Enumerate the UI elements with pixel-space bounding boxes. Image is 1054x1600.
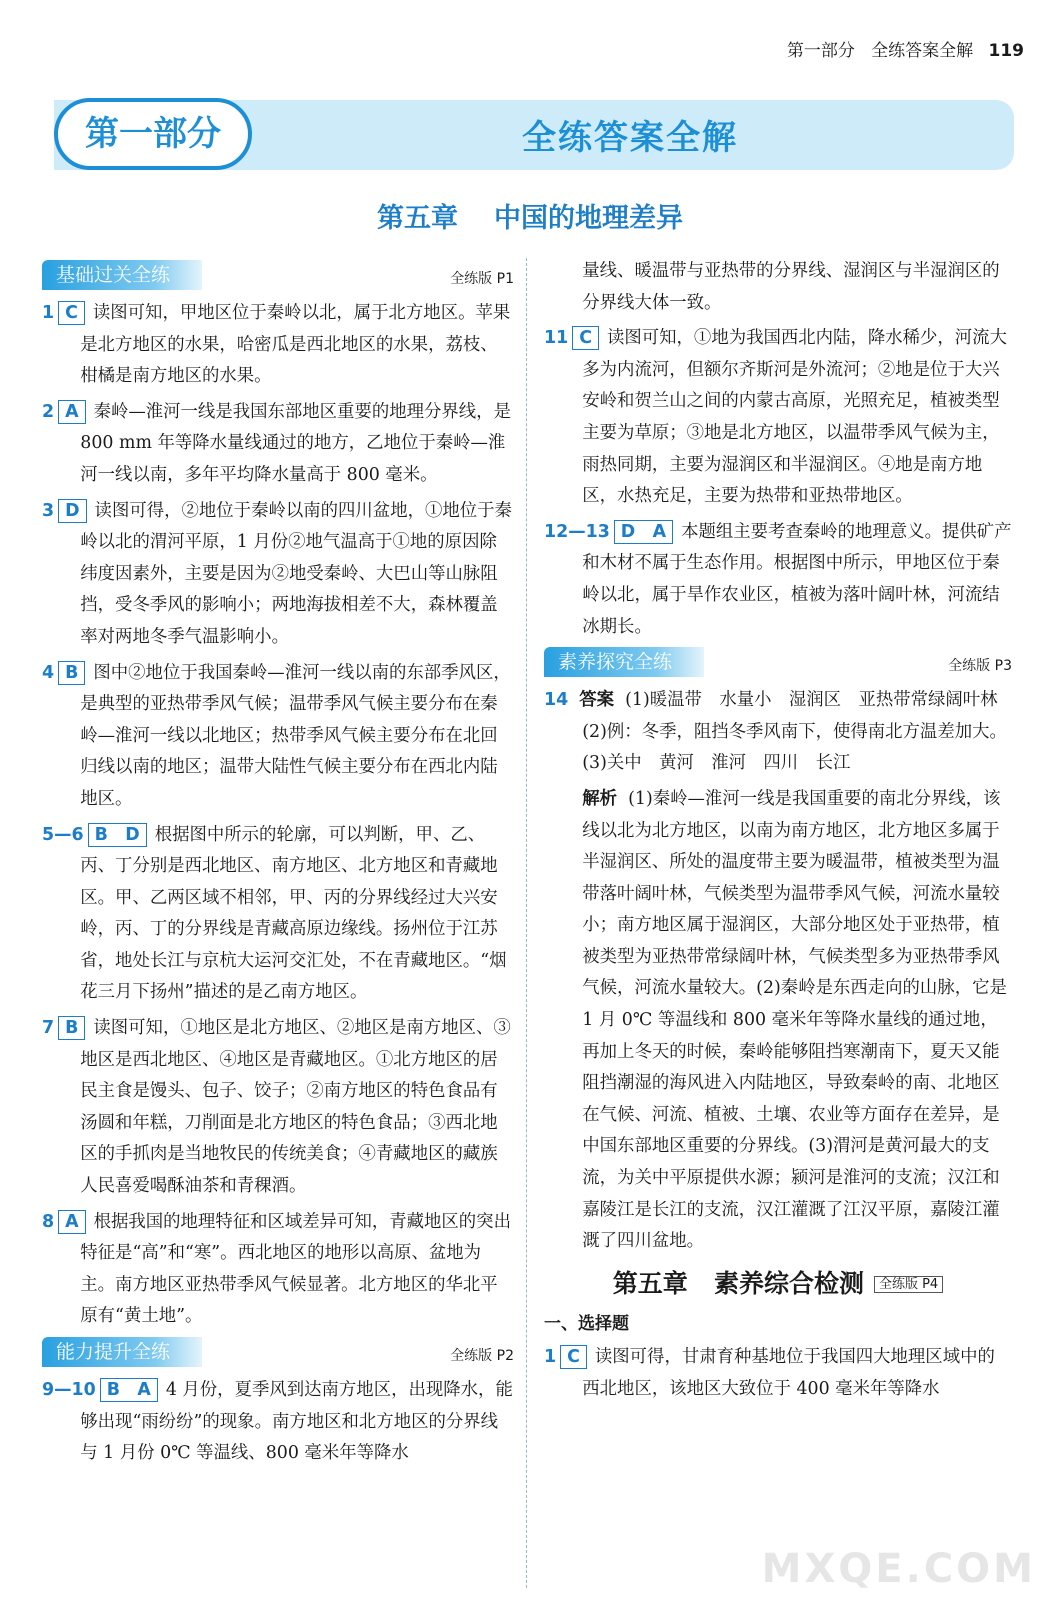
header-title: 全练答案全解 (871, 41, 974, 61)
banner-title: 全练答案全解 (522, 118, 738, 158)
answer-text: 读图可得，②地位于秦岭以南的四川盆地，①地位于秦岭以北的渭河平原，1 月份②地气温高于①地的原因除纬度因素外，主要是因为②地受秦岭、大巴山等山脉阻挡，受冬季风的影响小；两地海拔相差不大，森林覆盖率对两地冬季气温影响小。 (80, 500, 512, 647)
answer-item (42, 298, 514, 393)
answer-item (544, 685, 1016, 780)
question-number: 4 (42, 662, 55, 683)
question-number: 9—10 (42, 1380, 96, 1400)
answer-text: 根据图中所示的轮廓，可以判断，甲、乙、丙、丁分别是西北地区、南方地区、北方地区和青藏地区。甲、乙两区域不相邻，甲、丙的分界线经过大兴安岭，丙、丁的分界线是青藏高原边缘线。扬州位于江苏省，地处长江与京杭大运河交汇处，不在青藏地区。“烟花三月下扬州”描述的是乙南方地区。 (80, 824, 507, 1003)
answer-text: 根据我国的地理特征和区域差异可知，青藏地区的突出特征是“高”和“寒”。西北地区的地形以高原、盆地为主。南方地区亚热带季风气候显著。北方地区的华北平原有“黄土地”。 (80, 1211, 511, 1327)
answer-box: A (58, 1210, 85, 1234)
question-number: 1 (42, 303, 55, 323)
question-number: 12—13 (544, 521, 610, 542)
answer-box: C (572, 326, 599, 350)
answer-text: 秦岭—淮河一线是我国东部地区重要的地理分界线，是 800 mm 年等降水量线通过的地方，乙地位于秦岭—淮河一线以南，多年平均降水量高于 800 毫米。 (80, 401, 511, 485)
section-ref: 全练版 P3 (948, 658, 1012, 675)
question-number: 5—6 (42, 824, 84, 845)
part-heading: 一、选择题 (544, 1313, 629, 1334)
answer-box: B A (100, 1378, 158, 1402)
section-label: 基础过关全练 (42, 260, 202, 290)
answer-box: A (58, 400, 85, 424)
answer-text: (1)暖温带 水量小 湿润区 亚热带常绿阔叶林 (2)例：冬季，阻挡冬季风南下，使得南北方温差加大。 (3)关中 黄河 淮河 四川 长江 (582, 690, 1016, 774)
right-column (544, 256, 1016, 1409)
chapter2-number: 第五章 (612, 1268, 688, 1298)
answer-item (42, 820, 514, 1010)
answer-box: D (58, 499, 86, 523)
chapter2-ref: 全练版 P4 (874, 1276, 943, 1293)
chapter-test-heading (544, 1268, 1012, 1301)
answer-item (42, 496, 514, 654)
question-number: 1 (544, 1347, 557, 1368)
answer-box: C (58, 301, 85, 325)
answer-label: 答案 (579, 690, 615, 711)
answer-text: 读图可知，甲地区位于秦岭以北，属于北方地区。苹果是北方地区的水果，哈密瓜是西北地区的水果，荔枝、柑橘是南方地区的水果。 (80, 303, 511, 387)
page-number: 119 (988, 41, 1024, 61)
question-number: 14 (544, 690, 569, 711)
answer-box: D A (614, 520, 673, 544)
question-number: 3 (42, 500, 55, 521)
running-header (787, 36, 1024, 61)
header-part: 第一部分 (786, 41, 855, 61)
answer-item (42, 1375, 514, 1470)
question-number: 7 (42, 1018, 55, 1039)
answer-item (42, 1207, 514, 1333)
column-divider (526, 258, 528, 1588)
answer-box: B (58, 661, 85, 685)
answer-box: C (560, 1345, 587, 1369)
part-pill: 第一部分 (54, 98, 252, 170)
chapter-heading (250, 196, 810, 235)
answer-text: 读图可知，①地区是北方地区、②地区是南方地区、③地区是西北地区、④地区是青藏地区。①北方地区的居民主食是馒头、包子、饺子；②南方地区的特色食品有汤圆和年糕，刀削面是北方地区的特色食品；③西北地区的手抓肉是当地牧民的传统美食；④青藏地区的藏族人民喜爱喝酥油茶和青稞酒。 (80, 1018, 511, 1197)
answer-text: 读图可知，①地为我国西北内陆，降水稀少，河流大多为内流河，但额尔齐斯河是外流河；②地是位于大兴安岭和贺兰山之间的内蒙古高原，光照充足，植被类型主要为草原；③地是北方地区，以温带季风气候为主，雨热同期，主要为湿润区和半湿润区。④地是南方地区，水热充足，主要为热带和亚热带地区。 (582, 328, 1007, 507)
answer-text: 读图可得，甘肃育种基地位于我国四大地理区域中的西北地区，该地区大致位于 400 毫米年等降水 (582, 1347, 995, 1399)
watermark: MXQE.COM (761, 1546, 1036, 1592)
chapter2-title: 素养综合检测 (713, 1268, 864, 1298)
chapter-number: 第五章 (377, 203, 458, 234)
question-number: 11 (544, 328, 569, 349)
answer-box: B (58, 1016, 85, 1040)
section-header (544, 647, 1012, 677)
answer-item (544, 323, 1012, 513)
answer-item (42, 397, 514, 492)
answer-item (544, 1342, 1012, 1405)
left-column (42, 256, 514, 1474)
answer-item (544, 517, 1012, 643)
chapter-title: 中国的地理差异 (494, 203, 683, 234)
section-label: 能力提升全练 (42, 1337, 202, 1367)
explanation (544, 784, 1012, 1258)
answer-item (42, 1013, 514, 1203)
section-header (42, 260, 514, 290)
answer-box: B D (88, 823, 147, 847)
answer-text: 本题组主要考查秦岭的地理意义。提供矿产和木材不属于生态作用。根据图中所示，甲地区位于秦岭以北，属于旱作农业区，植被为落叶阔叶林，河流结冰期长。 (582, 521, 1012, 637)
section-label: 素养探究全练 (544, 647, 704, 677)
explanation-label: 解析 (582, 788, 618, 809)
answer-item (42, 658, 514, 816)
section-ref: 全练版 P2 (450, 1348, 514, 1364)
section-header (42, 1337, 514, 1367)
explanation-text: (1)秦岭—淮河一线是我国重要的南北分界线，该线以北为北方地区，以南为南方地区，北方地区多属于半湿润区、所处的温度带主要为暖温带，植被类型为温带落叶阔叶林，气候类型为温带季风气候，河流水量较小；南方地区属于湿润区，大部分地区处于亚热带，植被类型为亚热带常绿阔叶林，气候类型多为亚热带季风气候，河流水量较大。(2)秦岭是东西走向的山脉，它是 1 月 0℃ 等温线和 800 毫米年等降水量线的通过地，再加上冬天的时候，秦岭能够阻挡寒潮南下，夏天又能阻挡潮湿的海风进入内陆地区，导致秦岭的南、北地区在气候、河流、植被、土壤、农业等方面存在差异，是中国东部地区重要的分界线。(3)渭河是黄河最大的支流，为关中平原提供水源；颍河是淮河的支流；汉江和嘉陵江是长江的支流，汉江灌溉了江汉平原，嘉陵江灌溉了四川盆地。 (582, 788, 1007, 1252)
answer-text: 4 月份，夏季风到达南方地区，出现降水，能够出现“雨纷纷”的现象。南方地区和北方地区的分界线与 1 月份 0℃ 等温线、800 毫米年等降水 (80, 1380, 513, 1464)
continued-text: 量线、暖温带与亚热带的分界线、湿润区与半湿润区的分界线大体一致。 (582, 261, 1000, 313)
question-number: 8 (42, 1211, 55, 1232)
question-number: 2 (42, 401, 55, 422)
answer-text: 图中②地位于我国秦岭—淮河一线以南的东部季风区，是典型的亚热带季风气候；温带季风气候主要分布在秦岭—淮河一线以北地区；热带季风气候主要分布在北回归线以南的地区；温带大陆性气候主要分布在西北内陆地区。 (80, 662, 511, 809)
section-ref: 全练版 P1 (450, 271, 514, 287)
